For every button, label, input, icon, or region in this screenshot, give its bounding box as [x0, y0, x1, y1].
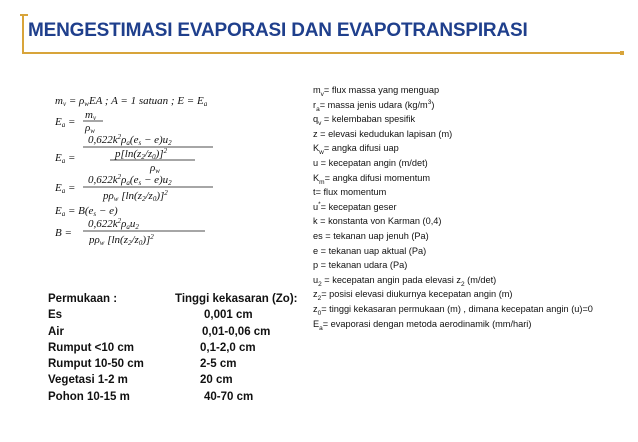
svg-text:0,622k2ρa(es − e)u2: $0,622k^2\rho a(es - e)u2$ — [88, 133, 172, 147]
definition-item: $u_2$ = kecepatan angin pada elevasi $z_2$ (m/det) — [313, 274, 497, 288]
evaporation-equations — [55, 95, 305, 245]
definition-item: $q_v$ = kelembaban spesifik — [313, 114, 416, 128]
definition-item: $m_v=$ flux massa yang menguap — [313, 85, 440, 98]
title-accent-bar — [22, 14, 24, 54]
equation-line-6 — [55, 217, 205, 245]
svg-text:p[ln(z2/z0)]2: $p[\ln(z2/z0)]^2$ — [115, 147, 168, 161]
equation-line-4 — [55, 173, 213, 203]
definition-item: k = konstanta von Karman (0,4) — [313, 216, 442, 227]
svg-text:0,622k2ρa(es − e)u2: $0,622k^2\rho a(es - e)u2$ — [88, 173, 172, 187]
equation-line-3 — [55, 133, 213, 175]
definition-item: $K_m=$ angka difusi momentum — [313, 172, 431, 186]
height-header: Tinggi kekasaran (Zo): — [175, 293, 298, 305]
svg-text:B =: B = — [55, 227, 72, 239]
definition-item: u = kecepatan angin (m/det) — [313, 157, 428, 168]
definition-item: es = tekanan uap jenuh (Pa) — [313, 230, 429, 241]
svg-text:mv = ρwEA ; A = 1 satuan ; E =: mv = ρwEA ; A = 1 satuan ; E = Ea — [55, 95, 208, 108]
title-accent-tick — [20, 14, 28, 16]
definition-item: e = tekanan uap aktual (Pa) — [313, 245, 427, 256]
definition-item: u*= kecepatan geser — [313, 200, 397, 212]
definition-item: $E_a=$ evaporasi dengan metoda aerodinamik (mm/hari) — [313, 318, 532, 332]
definition-item: z = elevasi kedudukan lapisan (m) — [313, 128, 453, 139]
definition-item: $z_2=$ posisi elevasi diukurnya kecepatan angin (m) — [313, 289, 513, 303]
svg-text:Ea = B(es − e): Ea = B(es − e) — [55, 205, 118, 218]
definition-item: p = tekanan udara (Pa) — [313, 260, 408, 271]
svg-text:ρw: ρw — [85, 122, 95, 135]
svg-text:pρw [ln(z2/z0)]2: pρw $[\ln(z2/z0)]^2$ — [89, 233, 154, 245]
svg-text:ρw: ρw — [150, 162, 160, 175]
svg-text:pρw [ln(z2/z0)]2: pρw $[\ln(z2/z0)]^2$ — [103, 189, 168, 203]
symbol-definitions — [313, 83, 593, 331]
definition-item: $r_a=$ massa jenis udara $(kg/m^3)$ — [313, 98, 435, 113]
svg-text:Ea =: Ea = — [55, 182, 76, 195]
svg-text:Ea =: Ea = — [55, 152, 76, 165]
definition-item: t= flux momentum — [313, 187, 387, 198]
definition-item: $K_w=$ angka difusi uap — [313, 143, 399, 157]
title-underline-end — [620, 51, 624, 55]
surface-header: Permukaan : — [48, 293, 118, 305]
equation-line-2 — [55, 109, 103, 135]
definition-item: $z_0=$ tinggi kekasaran permukaan (m) , dimana kecepatan angin (u)=0 — [313, 303, 593, 317]
title-underline — [24, 52, 622, 54]
equation-line-1 — [55, 95, 208, 108]
svg-text:Ea =: Ea = — [55, 116, 76, 129]
svg-text:mv: mv — [85, 109, 97, 122]
svg-text:0,622k2ρau2: $0,622k^2\rho au2$ — [88, 217, 139, 231]
equation-line-5 — [55, 205, 118, 218]
page-title: MENGESTIMASI EVAPORASI DAN EVAPOTRANSPIRASI — [28, 20, 528, 41]
